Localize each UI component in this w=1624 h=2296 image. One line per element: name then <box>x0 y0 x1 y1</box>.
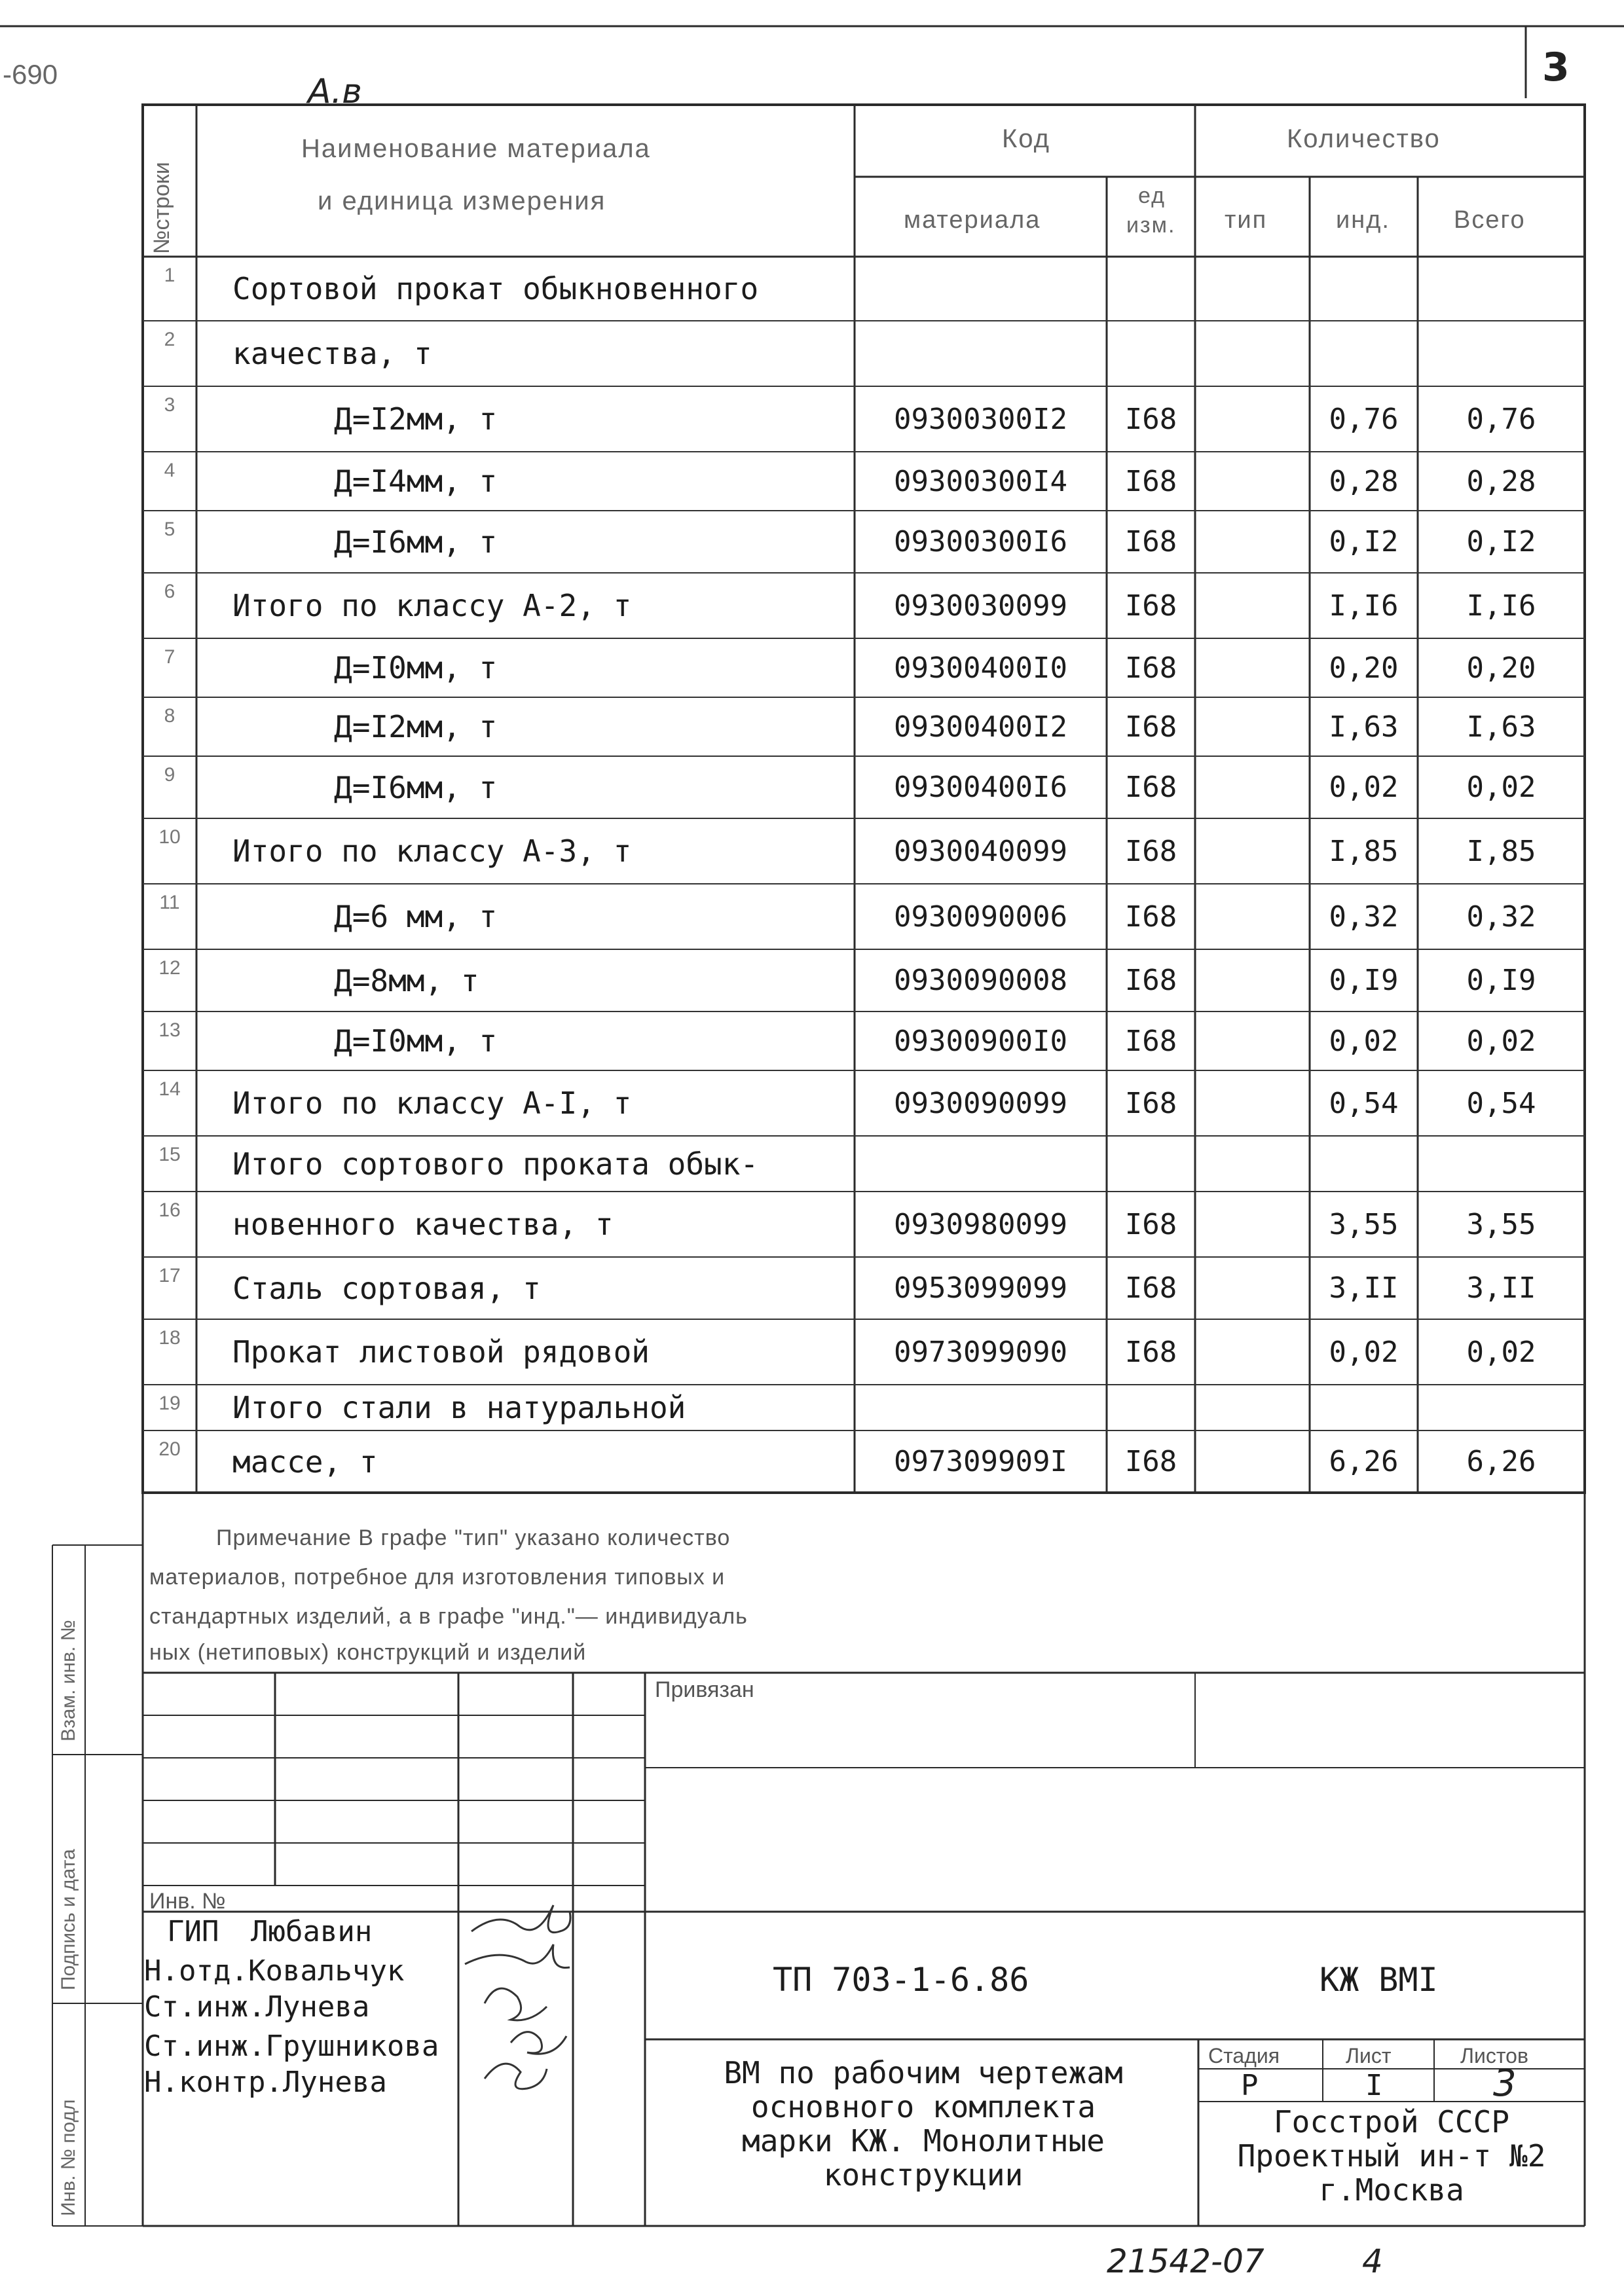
page-number: 3 <box>1542 45 1570 90</box>
row-number: 15 <box>158 1144 181 1165</box>
qty-tip <box>1195 452 1310 511</box>
qty-total: 0,54 <box>1466 1086 1536 1120</box>
material-name: Д=I6мм, т <box>334 524 498 560</box>
note-line-4: ных (нетиповых) конструкций и изделий <box>149 1640 587 1665</box>
qty-ind: 0,20 <box>1329 651 1399 685</box>
role-4 <box>144 2030 439 2063</box>
tip-header: тип <box>1225 206 1268 234</box>
row-number: 2 <box>164 329 175 350</box>
row-number: 12 <box>158 957 181 979</box>
qty-total: 0,I9 <box>1466 964 1536 997</box>
material-name: Сталь сортовая, т <box>232 1270 541 1306</box>
document-code: ТП 703-1-6.86 <box>773 1961 1029 1999</box>
bottom-page: 4 <box>1362 2242 1383 2280</box>
qty-tip <box>1195 1136 1310 1192</box>
title-line-2: основного комплекта <box>750 2089 1096 2124</box>
qty-total: 0,02 <box>1466 1024 1536 1058</box>
material-name: Д=8мм, т <box>334 962 479 998</box>
qty-ind: 0,28 <box>1329 464 1399 498</box>
qty-tip <box>1195 257 1310 321</box>
row-number: 5 <box>164 519 175 540</box>
sheets-value: 3 <box>1493 2062 1517 2105</box>
material-name: Итого сортового проката обык- <box>232 1146 759 1182</box>
code-header: Код <box>1002 124 1051 153</box>
material-name: Д=I0мм, т <box>334 1023 498 1059</box>
qty-tip <box>1195 1192 1310 1257</box>
row-number: 8 <box>164 705 175 727</box>
qty-ind: 0,I2 <box>1329 525 1399 558</box>
qty-total <box>1418 1136 1585 1192</box>
qty-tip <box>1195 1257 1310 1319</box>
material-name: качества, т <box>232 336 432 371</box>
unit-code: I68 <box>1124 402 1177 436</box>
material-name: Прокат листовой рядовой <box>232 1334 650 1370</box>
note-line-2: материалов, потребное для изготовления типовых и <box>149 1565 726 1590</box>
unit-code: I68 <box>1124 964 1177 997</box>
unit-code: I68 <box>1124 1445 1177 1478</box>
role-5 <box>144 2066 387 2099</box>
title-line-4: конструкции <box>823 2157 1024 2193</box>
unit-code: I68 <box>1124 900 1177 934</box>
inv-no-label: Инв. № <box>149 1889 226 1914</box>
qty-tip <box>1195 884 1310 949</box>
qty-tip <box>1195 697 1310 756</box>
material-name: массе, т <box>232 1444 378 1480</box>
qty-tip <box>1195 321 1310 386</box>
qty-tip <box>1195 1430 1310 1493</box>
qty-tip <box>1195 1319 1310 1385</box>
name-header-line2: и единица измерения <box>318 187 606 215</box>
material-name: Д=I2мм, т <box>334 401 498 437</box>
material-name: Итого по классу А-I, т <box>232 1085 632 1121</box>
qty-total: I,I6 <box>1466 589 1536 623</box>
qty-tip <box>1195 1011 1310 1070</box>
qty-total: 0,32 <box>1466 900 1536 934</box>
sheet-label: Лист <box>1346 2044 1392 2068</box>
material-code <box>855 321 1107 386</box>
qty-tip <box>1195 386 1310 452</box>
name-header-line1: Наименование материала <box>301 134 651 163</box>
qty-total <box>1418 1385 1585 1430</box>
qty-ind: 0,02 <box>1329 771 1399 804</box>
row-number-header: №строки <box>149 162 174 254</box>
quantity-header: Количество <box>1287 124 1441 153</box>
row-number: 18 <box>158 1327 181 1349</box>
qty-ind: 3,55 <box>1329 1207 1399 1241</box>
row-number: 6 <box>164 581 175 602</box>
title-line-1: ВМ по рабочим чертежам <box>724 2055 1123 2090</box>
unit-code: I68 <box>1124 1024 1177 1058</box>
role-title: Н.контр. <box>144 2066 283 2099</box>
material-name: Итого по классу А-3, т <box>232 833 632 869</box>
role-person: Лунева <box>282 2066 387 2099</box>
qty-ind: 0,32 <box>1329 900 1399 934</box>
role-person: Ковальчук <box>248 1954 405 1988</box>
row-number: 9 <box>164 764 175 786</box>
title-line-3: марки КЖ. Монолитные <box>742 2123 1105 2159</box>
sheet-ref: -690 <box>3 59 58 90</box>
handwritten-mark: А.в <box>308 72 362 111</box>
qty-ind <box>1310 1385 1418 1430</box>
sheet-value: I <box>1365 2069 1383 2102</box>
qty-total: 0,28 <box>1466 464 1536 498</box>
row-number: 7 <box>164 646 175 668</box>
unit-code: I68 <box>1124 834 1177 868</box>
qty-total <box>1418 321 1585 386</box>
qty-tip <box>1195 1070 1310 1136</box>
qty-total: 0,20 <box>1466 651 1536 685</box>
qty-total: I,63 <box>1466 710 1536 744</box>
unit-code: I68 <box>1124 710 1177 744</box>
qty-tip <box>1195 818 1310 884</box>
qty-ind <box>1310 321 1418 386</box>
unit-code: I68 <box>1124 1271 1177 1305</box>
qty-ind: I,63 <box>1329 710 1399 744</box>
unit-code <box>1107 257 1195 321</box>
role-person: Грушникова <box>265 2030 439 2063</box>
unit-code: I68 <box>1124 525 1177 558</box>
qty-ind: 6,26 <box>1329 1445 1399 1478</box>
qty-total <box>1418 257 1585 321</box>
unit-code <box>1107 1385 1195 1430</box>
material-name: Сортовой прокат обыкновенного <box>232 271 759 306</box>
row-number: 1 <box>164 264 175 286</box>
unit-code: I68 <box>1124 1335 1177 1369</box>
material-code: 09300400I0 <box>894 651 1067 685</box>
qty-total: 0,02 <box>1466 771 1536 804</box>
material-name: новенного качества, т <box>232 1207 614 1242</box>
material-name: Д=I0мм, т <box>334 650 498 685</box>
org-line-2: Проектный ин-т №2 <box>1237 2138 1546 2174</box>
material-name: Д=6 мм, т <box>334 899 498 934</box>
note-line-3: стандартных изделий, а в графе "инд."— индивидуаль <box>149 1604 748 1629</box>
material-code: 09300400I6 <box>894 771 1067 804</box>
role-person: Любавин <box>250 1915 373 1948</box>
role-person: Лунева <box>265 1990 370 2024</box>
qty-ind: 0,I9 <box>1329 964 1399 997</box>
org-line-3: г.Москва <box>1319 2172 1464 2208</box>
row-number: 20 <box>158 1438 181 1460</box>
qty-total: 3,55 <box>1466 1207 1536 1241</box>
qty-total: I,85 <box>1466 834 1536 868</box>
stage-value: Р <box>1241 2069 1259 2102</box>
row-number: 14 <box>158 1078 181 1100</box>
unit-code: I68 <box>1124 1207 1177 1241</box>
material-header: материала <box>904 206 1041 234</box>
unit-code: I68 <box>1124 771 1177 804</box>
row-number: 16 <box>158 1199 181 1221</box>
material-code: 09300300I4 <box>894 464 1067 498</box>
material-code: 0930040099 <box>894 834 1067 868</box>
row-number: 10 <box>158 826 181 848</box>
unit-code <box>1107 1136 1195 1192</box>
row-number: 3 <box>164 394 175 416</box>
row-number: 11 <box>159 892 180 913</box>
sheets-label: Листов <box>1460 2044 1528 2068</box>
role-1 <box>167 1915 372 1948</box>
organization <box>1198 2105 1585 2207</box>
qty-tip <box>1195 949 1310 1011</box>
mark-code: КЖ ВМI <box>1320 1961 1438 1999</box>
qty-total: 0,I2 <box>1466 525 1536 558</box>
qty-total: 3,II <box>1466 1271 1536 1305</box>
qty-total: 0,76 <box>1466 402 1536 436</box>
material-code: 097309909I <box>894 1445 1067 1478</box>
qty-tip <box>1195 511 1310 573</box>
row-number: 17 <box>158 1265 181 1286</box>
material-code <box>855 1136 1107 1192</box>
org-line-1: Госстрой СССР <box>1273 2104 1510 2140</box>
qty-tip <box>1195 573 1310 638</box>
qty-ind: 0,76 <box>1329 402 1399 436</box>
qty-ind <box>1310 257 1418 321</box>
material-code: 0930090008 <box>894 964 1067 997</box>
role-title: ГИП <box>167 1915 219 1948</box>
note-line-1: Примечание В графе "тип" указано количество <box>216 1525 731 1550</box>
privyazan-label: Привязан <box>655 1677 754 1702</box>
material-name: Д=I4мм, т <box>334 464 498 499</box>
qty-ind: 3,II <box>1329 1271 1399 1305</box>
qty-ind: I,I6 <box>1329 589 1399 623</box>
material-code: 0930090099 <box>894 1086 1067 1120</box>
role-title: Ст.инж. <box>144 2030 266 2063</box>
qty-ind: 0,54 <box>1329 1086 1399 1120</box>
material-name: Итого стали в натуральной <box>232 1390 686 1425</box>
material-code: 09300300I2 <box>894 402 1067 436</box>
row-number: 19 <box>158 1393 181 1414</box>
document-title <box>655 2056 1192 2192</box>
unit-header-line2: изм. <box>1126 213 1176 238</box>
material-code <box>855 1385 1107 1430</box>
material-name: Д=I2мм, т <box>334 709 498 744</box>
material-code: 0930980099 <box>894 1207 1067 1241</box>
stage-label: Стадия <box>1208 2044 1280 2068</box>
row-number: 13 <box>158 1019 181 1041</box>
material-code: 09300900I0 <box>894 1024 1067 1058</box>
role-2 <box>144 1954 404 1988</box>
ind-header: инд. <box>1336 206 1390 234</box>
material-name: Итого по классу А-2, т <box>232 588 632 623</box>
total-header: Всего <box>1454 206 1526 234</box>
qty-ind: 0,02 <box>1329 1335 1399 1369</box>
material-code <box>855 257 1107 321</box>
unit-code <box>1107 321 1195 386</box>
role-title: Ст.инж. <box>144 1990 266 2024</box>
qty-ind <box>1310 1136 1418 1192</box>
qty-ind: I,85 <box>1329 834 1399 868</box>
unit-code: I68 <box>1124 651 1177 685</box>
qty-total: 6,26 <box>1466 1445 1536 1478</box>
side-label-inv-podl: Инв. № подл <box>58 2099 79 2216</box>
qty-ind: 0,02 <box>1329 1024 1399 1058</box>
role-3 <box>144 1990 369 2024</box>
qty-total: 0,02 <box>1466 1335 1536 1369</box>
qty-tip <box>1195 756 1310 818</box>
unit-code: I68 <box>1124 1086 1177 1120</box>
row-number: 4 <box>164 460 175 481</box>
qty-tip <box>1195 1385 1310 1430</box>
material-code: 09300300I6 <box>894 525 1067 558</box>
material-code: 0930030099 <box>894 589 1067 623</box>
archive-number: 21542-07 <box>1107 2242 1264 2280</box>
material-code: 0953099099 <box>894 1271 1067 1305</box>
qty-tip <box>1195 638 1310 697</box>
material-name: Д=I6мм, т <box>334 769 498 805</box>
role-title: Н.отд. <box>144 1954 248 1988</box>
side-label-podpis: Подпись и дата <box>58 1849 79 1990</box>
unit-code: I68 <box>1124 464 1177 498</box>
side-label-vzam: Взам. инв. № <box>58 1620 79 1741</box>
unit-code: I68 <box>1124 589 1177 623</box>
unit-header-line1: ед <box>1138 183 1166 208</box>
material-code: 0930090006 <box>894 900 1067 934</box>
material-code: 0973099090 <box>894 1335 1067 1369</box>
material-code: 09300400I2 <box>894 710 1067 744</box>
